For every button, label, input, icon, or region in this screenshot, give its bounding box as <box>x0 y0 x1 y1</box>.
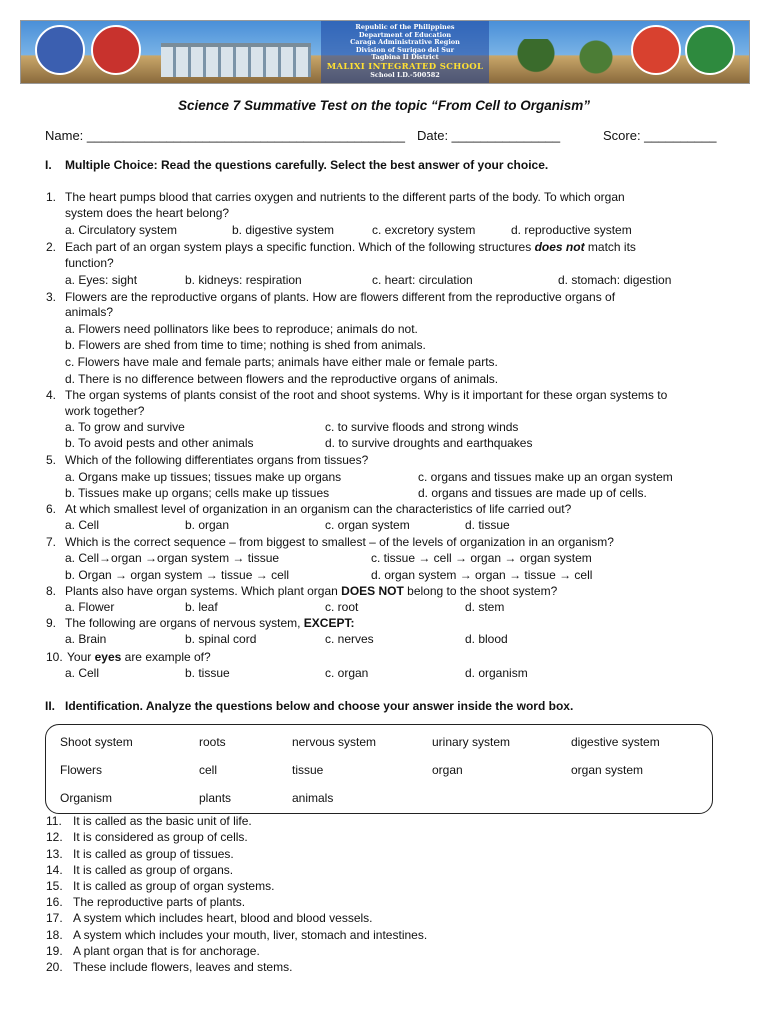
part1-number: I. <box>45 158 52 172</box>
choice[interactable]: d. organs and tissues are made up of cells. <box>418 486 647 500</box>
item-text: A system which includes your mouth, liver, stomach and intestines. <box>73 928 428 942</box>
item-text: It is called as group of organ systems. <box>73 879 275 893</box>
choice[interactable]: d. There is no difference between flowers and the reproductive organs of animals. <box>65 372 499 386</box>
question-number: 4. <box>46 388 57 402</box>
question-text: function? <box>65 256 114 270</box>
deped-seal-icon <box>35 25 85 75</box>
choice[interactable]: b. Flowers are shed from time to time; nothing is shed from animals. <box>65 338 426 352</box>
choice[interactable]: a. Organs make up tissues; tissues make up organs <box>65 470 342 484</box>
name-field[interactable]: Name: ____________________________________________ <box>45 128 406 143</box>
question-text: The heart pumps blood that carries oxygen and nutrients to the different parts of the body. To which organ <box>65 190 625 204</box>
word-box-item: urinary system <box>432 735 511 749</box>
question-text <box>65 615 354 631</box>
item-text: It is considered as group of cells. <box>73 830 248 844</box>
choice[interactable]: a. Flower <box>65 600 115 614</box>
question-text-part: Plants also have organ systems. Which plant organ <box>65 584 338 598</box>
school-seal-icon <box>685 25 735 75</box>
question-number: 8. <box>46 584 57 598</box>
question-text: Flowers are the reproductive organs of plants. How are flowers different from the reproductive organs of <box>65 290 616 304</box>
item-number: 18. <box>46 928 63 942</box>
item-number: 19. <box>46 944 63 958</box>
word-box-item: plants <box>199 791 232 805</box>
item-text: A system which includes heart, blood and blood vessels. <box>73 911 373 925</box>
header-department: Department of Education <box>358 30 452 39</box>
header-district: Tagbina II District <box>371 53 439 62</box>
choice[interactable]: c. organ <box>325 666 369 680</box>
choice[interactable]: c. heart: circulation <box>372 273 473 287</box>
question-number: 5. <box>46 453 57 467</box>
trees-image <box>491 39 641 75</box>
choice[interactable]: a. Circulatory system <box>65 223 178 237</box>
question-text: Which of the following differentiates organs from tissues? <box>65 453 369 467</box>
item-number: 16. <box>46 895 63 909</box>
question-text <box>65 239 636 255</box>
question-text <box>67 649 211 665</box>
choice[interactable]: c. tissue → cell → organ → organ system <box>371 551 592 565</box>
choice[interactable]: a. Brain <box>65 632 107 646</box>
word-box-item: animals <box>292 791 334 805</box>
item-text: These include flowers, leaves and stems. <box>73 960 293 974</box>
question-number: 2. <box>46 240 57 254</box>
question-text: work together? <box>65 404 145 418</box>
choice[interactable]: d. organ system → organ → tissue → cell <box>371 568 593 582</box>
choice[interactable]: d. to survive droughts and earthquakes <box>325 436 533 450</box>
choice[interactable]: d. stomach: digestion <box>558 273 672 287</box>
choice[interactable]: c. organs and tissues make up an organ system <box>418 470 673 484</box>
question-number: 3. <box>46 290 57 304</box>
question-text: system does the heart belong? <box>65 206 230 220</box>
item-text: A plant organ that is for anchorage. <box>73 944 260 958</box>
choice[interactable]: d. tissue <box>465 518 510 532</box>
school-building-image <box>161 43 311 77</box>
choice[interactable]: c. organ system <box>325 518 410 532</box>
item-number: 11. <box>46 814 62 828</box>
choice[interactable]: b. digestive system <box>232 223 335 237</box>
item-text: The reproductive parts of plants. <box>73 895 246 909</box>
question-text <box>65 583 557 599</box>
choice[interactable]: b. Organ → organ system → tissue → cell <box>65 568 290 582</box>
question-text-part: belong to the shoot system? <box>407 584 558 598</box>
question-text: Which is the correct sequence – from biggest to smallest – of the levels of organization in an organism? <box>65 535 614 549</box>
choice[interactable]: d. stem <box>465 600 505 614</box>
item-number: 14. <box>46 863 63 877</box>
word-box-item: Flowers <box>60 763 103 777</box>
date-field[interactable]: Date: _______________ <box>417 128 561 143</box>
choice[interactable]: a. Cell <box>65 518 100 532</box>
choice[interactable]: d. organism <box>465 666 528 680</box>
word-box-item: Shoot system <box>60 735 133 749</box>
word-box-item: nervous system <box>292 735 377 749</box>
header-republic: Republic of the Philippines <box>355 23 455 31</box>
item-number: 12. <box>46 830 63 844</box>
header-region: Caraga Administrative Region <box>350 38 460 47</box>
choice[interactable]: c. excretory system <box>372 223 476 237</box>
word-box-item: cell <box>199 763 218 777</box>
header-text <box>321 24 489 80</box>
score-field[interactable]: Score: __________ <box>603 128 717 143</box>
question-text-part: Your <box>67 650 92 664</box>
district-seal-icon <box>631 25 681 75</box>
header-division: Division of Surigao del Sur <box>355 45 455 54</box>
item-number: 13. <box>46 847 63 861</box>
part2-number: II. <box>45 699 56 713</box>
question-text-part: The following are organs of nervous system, <box>65 616 301 630</box>
choice[interactable]: d. reproductive system <box>511 223 632 237</box>
question-text: animals? <box>65 305 114 319</box>
word-box-item: tissue <box>292 763 324 777</box>
question-number: 10. <box>46 650 63 664</box>
word-box-item: organ system <box>571 763 644 777</box>
choice[interactable]: c. root <box>325 600 359 614</box>
choice[interactable]: a. Cell <box>65 666 100 680</box>
choice[interactable]: b. organ <box>185 518 230 532</box>
emphasis: EXCEPT: <box>303 616 355 630</box>
choice[interactable]: a. Cell→organ →organ system → tissue <box>65 551 280 565</box>
part1-heading: Multiple Choice: Read the questions carefully. Select the best answer of your choice. <box>65 158 549 172</box>
question-text-part: are example of? <box>124 650 211 664</box>
choice[interactable]: c. Flowers have male and female parts; animals have either male or female parts. <box>65 355 498 369</box>
part2-heading: Identification. Analyze the questions below and choose your answer inside the word box. <box>65 699 574 713</box>
item-number: 17. <box>46 911 63 925</box>
choice[interactable]: d. blood <box>465 632 508 646</box>
choice[interactable]: b. kidneys: respiration <box>185 273 302 287</box>
question-text-part: Each part of an organ system plays a specific function. Which of the following structures <box>65 240 532 254</box>
item-number: 15. <box>46 879 63 893</box>
question-text-part: match its <box>587 240 636 254</box>
choice[interactable]: c. to survive floods and strong winds <box>325 420 519 434</box>
word-box-item: Organism <box>60 791 113 805</box>
choice[interactable]: b. Tissues make up organs; cells make up tissues <box>65 486 330 500</box>
choice[interactable]: a. Eyes: sight <box>65 273 138 287</box>
item-number: 20. <box>46 960 63 974</box>
question-number: 7. <box>46 535 57 549</box>
word-box-item: organ <box>432 763 463 777</box>
choice[interactable]: b. tissue <box>185 666 230 680</box>
choice[interactable]: a. Flowers need pollinators like bees to reproduce; animals do not. <box>65 322 418 336</box>
question-text: The organ systems of plants consist of the root and shoot systems. Why is it important for these organ systems to <box>65 388 668 402</box>
header-school-id: School I.D.-500582 <box>370 70 440 79</box>
word-box-item: digestive system <box>571 735 660 749</box>
school-header-banner <box>20 20 750 84</box>
header-school-name: MALIXI INTEGRATED SCHOOL <box>326 61 484 72</box>
emphasis: eyes <box>94 650 122 664</box>
question-number: 1. <box>46 190 57 204</box>
choice[interactable]: a. To grow and survive <box>65 420 185 434</box>
emphasis: DOES NOT <box>341 584 404 598</box>
choice[interactable]: b. spinal cord <box>185 632 257 646</box>
choice[interactable]: c. nerves <box>325 632 374 646</box>
item-text: It is called as the basic unit of life. <box>73 814 252 828</box>
word-box-item: roots <box>199 735 226 749</box>
test-title: Science 7 Summative Test on the topic “From Cell to Organism” <box>177 98 591 113</box>
question-number: 6. <box>46 502 57 516</box>
item-text: It is called as group of tissues. <box>73 847 234 861</box>
item-text: It is called as group of organs. <box>73 863 234 877</box>
choice[interactable]: b. leaf <box>185 600 218 614</box>
division-seal-icon <box>91 25 141 75</box>
choice[interactable]: b. To avoid pests and other animals <box>65 436 254 450</box>
emphasis: does not <box>534 240 585 254</box>
question-number: 9. <box>46 616 57 630</box>
question-text: At which smallest level of organization in an organism can the characteristics of life carried out? <box>65 502 572 516</box>
